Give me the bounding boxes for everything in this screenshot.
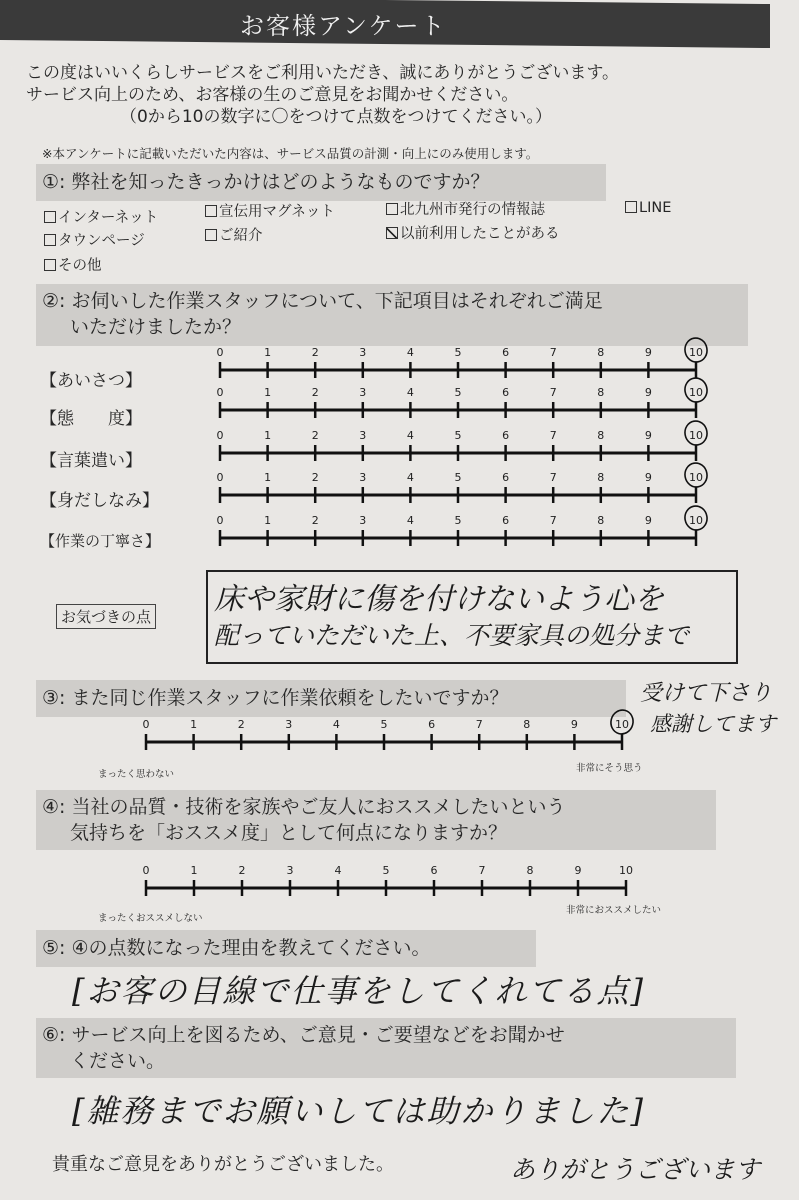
q2-row-0-scale-tick-label: 3: [359, 346, 367, 359]
q2-row-3-scale-tick-label: 10: [689, 471, 703, 484]
comment-line-1: 床や家財に傷を付けないよう心を: [214, 582, 664, 617]
question-3: ③: また同じ作業スタッフに作業依頼をしたいですか？: [36, 680, 626, 717]
q2-row-1-scale-tick-label: 0: [216, 386, 224, 399]
q2-row-2-scale-tick-label: 3: [359, 429, 367, 442]
q2-row-0-scale-tick-label: 0: [216, 346, 224, 359]
q2-row-3-scale-tick-label: 5: [454, 471, 462, 484]
q2-row-4-scale-tick-label: 5: [454, 514, 462, 527]
q4-scale-tick-label: 7: [478, 864, 486, 877]
q2-row-1-scale-tick-label: 6: [502, 386, 510, 399]
q2-row-1-scale-tick-label: 8: [597, 386, 605, 399]
question-6: ⑥: サービス向上を図るため、ご意見・ご要望などをお聞かせ ください。: [36, 1018, 736, 1078]
q4-scale-tick-label: 0: [142, 864, 150, 877]
q2-row-1-scale-tick-label: 5: [454, 386, 462, 399]
q4-scale-tick-label: 6: [430, 864, 438, 877]
q2-row-4-scale-tick-label: 10: [689, 514, 703, 527]
intro-line-3: （0から10の数字に〇をつけて点数をつけてください。）: [120, 107, 552, 127]
q4-scale-tick-label: 9: [574, 864, 582, 877]
q2-row-3-scale-tick-label: 2: [311, 471, 319, 484]
q2-row-0-scale-tick-label: 6: [502, 346, 510, 359]
q2-row-3-scale-tick-label: 1: [264, 471, 272, 484]
q2-row-0-scale-tick-label: 1: [264, 346, 272, 359]
row-label-appearance: 【身だしなみ】: [40, 491, 159, 511]
q2-row-1-scale-tick-label: 10: [689, 386, 703, 399]
q3-scale-tick-label: 7: [475, 718, 483, 731]
q2-row-3-scale-tick-label: 7: [549, 471, 557, 484]
option-magnet[interactable]: 宣伝用マグネット: [205, 200, 335, 221]
q4-scale-tick-label: 3: [286, 864, 294, 877]
q2-row-2-scale-tick-label: 0: [216, 429, 224, 442]
q3-scale-tick-label: 8: [523, 718, 531, 731]
q2-row-3-scale-tick-label: 6: [502, 471, 510, 484]
q4-scale-tick-label: 8: [526, 864, 534, 877]
q2-row-1-scale-tick-label: 4: [406, 386, 414, 399]
privacy-note: ※本アンケートに記載いただいた内容は、サービス品質の計測・向上にのみ使用します。: [42, 146, 539, 161]
q2-row-2-scale-tick-label: 4: [406, 429, 414, 442]
option-other[interactable]: その他: [44, 254, 102, 275]
question-1: ①: 弊社を知ったきっかけはどのようなものですか？: [36, 164, 606, 201]
q2-row-3-scale-tick-label: 0: [216, 471, 224, 484]
q2-row-0-scale-tick-label: 8: [597, 346, 605, 359]
comment-label: お気づきの点: [56, 604, 156, 629]
q2-row-4-scale-tick-label: 9: [644, 514, 652, 527]
q2-row-2-scale-tick-label: 2: [311, 429, 319, 442]
q2-row-2-scale-tick-label: 10: [689, 429, 703, 442]
q2-row-3-scale-tick-label: 8: [597, 471, 605, 484]
q3-hand-note-2: 感謝してます: [650, 712, 776, 736]
q2-row-2-scale-tick-label: 8: [597, 429, 605, 442]
q2-row-2-scale-tick-label: 6: [502, 429, 510, 442]
q2-row-1-scale-tick-label: 3: [359, 386, 367, 399]
q4-scale-tick-label: 5: [382, 864, 390, 877]
q3-scale-tick-label: 6: [428, 718, 436, 731]
q2-row-2-scale-tick-label: 9: [644, 429, 652, 442]
intro-line-1: この度はいいくらしサービスをご利用いただき、誠にありがとうございます。: [26, 63, 619, 83]
q6-answer: [雑務までお願いしては助かりました]: [72, 1092, 645, 1130]
option-internet[interactable]: インターネット: [44, 206, 158, 227]
footer-hand-thanks: ありがとうございます: [510, 1155, 761, 1184]
q4-scale-tick-label: 4: [334, 864, 342, 877]
q2-row-1-scale-tick-label: 2: [311, 386, 319, 399]
footer-thanks: 貴重なご意見をありがとうございました。: [52, 1154, 394, 1175]
row-label-attitude: 【態 度】: [40, 409, 142, 429]
q2-row-4-scale-tick-label: 8: [597, 514, 605, 527]
q2-row-1-scale-tick-label: 7: [549, 386, 557, 399]
q2-row-3-scale-tick-label: 3: [359, 471, 367, 484]
question-2: ②: お伺いした作業スタッフについて、下記項目はそれぞれご満足 いただけましたか？: [36, 284, 748, 346]
q2-row-2-scale-tick-label: 1: [264, 429, 272, 442]
page-title: お客様アンケート: [240, 12, 447, 40]
q4-scale-tick-label: 10: [619, 864, 633, 877]
option-magazine[interactable]: 北九州市発行の情報誌: [386, 198, 545, 219]
option-townpage[interactable]: タウンページ: [44, 229, 145, 250]
q2-row-0-scale-tick-label: 10: [689, 346, 703, 359]
option-line[interactable]: LINE: [625, 200, 671, 216]
q3-high-label: 非常にそう思う: [576, 763, 643, 774]
q3-scale-tick-label: 4: [332, 718, 340, 731]
q2-row-0-scale-tick-label: 5: [454, 346, 462, 359]
q3-scale-tick-label: 0: [142, 718, 150, 731]
q3-scale-tick-label: 5: [380, 718, 388, 731]
q4-low-label: まったくおススメしない: [98, 913, 203, 924]
option-referral[interactable]: ご紹介: [205, 224, 263, 245]
comment-line-2: 配っていただいた上、不要家具の処分まで: [214, 621, 690, 650]
q2-row-3-scale-tick-label: 4: [406, 471, 414, 484]
question-5: ⑤: ④の点数になった理由を教えてください。: [36, 930, 536, 967]
option-previous-use[interactable]: 以前利用したことがある: [386, 222, 560, 243]
q3-scale-tick-label: 9: [570, 718, 578, 731]
q3-low-label: まったく思わない: [98, 769, 175, 780]
q2-row-4-scale-tick-label: 3: [359, 514, 367, 527]
intro-line-2: サービス向上のため、お客様の生のご意見をお聞かせください。: [26, 85, 519, 105]
q2-row-2-scale-tick-label: 5: [454, 429, 462, 442]
row-label-greeting: 【あいさつ】: [40, 371, 142, 391]
q2-row-2-scale-tick-label: 7: [549, 429, 557, 442]
q2-row-4-scale-tick-label: 0: [216, 514, 224, 527]
q3-hand-note-1: 受けて下さり: [640, 681, 773, 706]
q4-high-label: 非常におススメしたい: [566, 905, 662, 916]
q3-scale-tick-label: 2: [237, 718, 245, 731]
q4-scale-tick-label: 1: [190, 864, 198, 877]
q3-scale-tick-label: 3: [285, 718, 293, 731]
row-label-language: 【言葉遣い】: [40, 451, 142, 471]
q2-row-4-scale-tick-label: 6: [502, 514, 510, 527]
q2-row-1-scale-tick-label: 1: [264, 386, 272, 399]
q3-scale-tick-label: 1: [190, 718, 198, 731]
q2-row-1-scale-tick-label: 9: [644, 386, 652, 399]
q4-scale-tick-label: 2: [238, 864, 246, 877]
q3-scale-tick-label: 10: [615, 718, 629, 731]
q2-row-4-scale-tick-label: 1: [264, 514, 272, 527]
q2-row-0-scale-tick-label: 9: [644, 346, 652, 359]
q2-row-4-scale-tick-label: 2: [311, 514, 319, 527]
q2-row-4-scale-tick-label: 4: [406, 514, 414, 527]
question-4: ④: 当社の品質・技術を家族やご友人におススメしたいという 気持ちを「おススメ度」として何点になりますか？: [36, 790, 716, 850]
q2-row-0-scale-tick-label: 2: [311, 346, 319, 359]
q2-row-4-scale-tick-label: 7: [549, 514, 557, 527]
q5-answer: [お客の目線で仕事をしてくれてる点]: [72, 972, 645, 1010]
row-label-carefulness: 【作業の丁寧さ】: [40, 532, 161, 550]
q2-row-0-scale-tick-label: 7: [549, 346, 557, 359]
q2-row-0-scale-tick-label: 4: [406, 346, 414, 359]
q2-row-3-scale-tick-label: 9: [644, 471, 652, 484]
